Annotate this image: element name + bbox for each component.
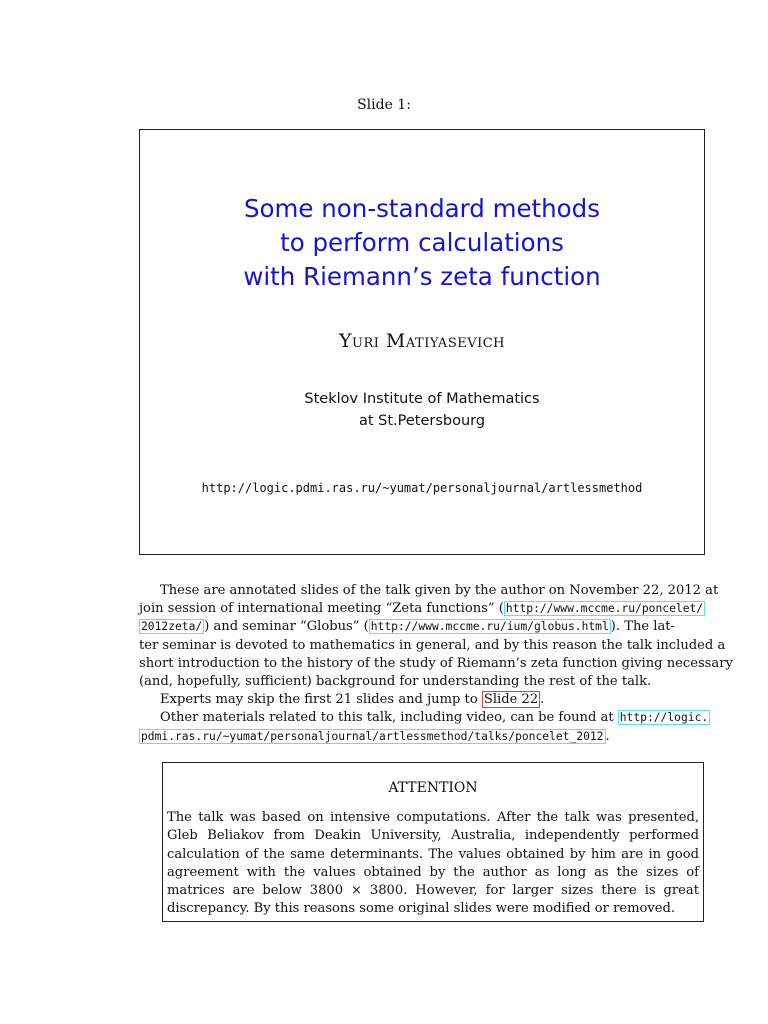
intro-text: ). The lat- [610, 619, 675, 635]
intro-text: ) and seminar “Globus” ( [204, 619, 369, 635]
globus-link[interactable]: http://www.mccme.ru/ium/globus.html [370, 620, 609, 634]
slide-title [140, 192, 704, 294]
poncelet-link-continued[interactable]: 2012zeta/ [141, 620, 203, 634]
intro-line-2 [139, 600, 711, 618]
slide-institution [140, 388, 704, 432]
slide-url: http://logic.pdmi.ras.ru/~yumat/personaljournal/artlessmethod [201, 481, 643, 495]
poncelet-link[interactable]: http://www.mccme.ru/poncelet/ [505, 602, 704, 616]
institution-line: at St.Petersbourg [358, 413, 486, 429]
intro-line-4: ter seminar is devoted to mathematics in general, and by this reason the talk included a [139, 637, 726, 653]
slide-frame [139, 129, 705, 555]
slide-title-line: to perform calculations [280, 228, 564, 257]
slide-label: Slide 1: [357, 97, 411, 113]
intro-line-1: These are annotated slides of the talk given by the author on November 22, 2012 at [160, 583, 719, 598]
institution-line: Steklov Institute of Mathematics [304, 391, 540, 407]
materials-link[interactable]: http://logic. [619, 711, 709, 725]
slide-22-link[interactable]: Slide 22 [483, 692, 539, 708]
experts-text-end: . [540, 692, 545, 708]
intro-text: join session of international meeting “Zeta functions” ( [139, 601, 504, 617]
slide-author: Yuri Matiyasevich [338, 330, 506, 352]
slide-title-line: Some non-standard methods [244, 194, 600, 223]
attention-title: ATTENTION [388, 780, 478, 796]
experts-text: Experts may skip the first 21 slides and jump to [160, 692, 482, 708]
materials-link-continued[interactable]: pdmi.ras.ru/~yumat/personaljournal/artlessmethod/talks/poncelet_2012 [141, 729, 604, 743]
experts-line [139, 691, 711, 709]
intro-line-5: short introduction to the history of the study of Riemann’s zeta function giving necessary [139, 655, 733, 671]
slide-title-line: with Riemann’s zeta function [243, 262, 601, 291]
attention-text: The talk was based on intensive computations. After the talk was presented, Gleb Beliakov from Deakin University, Australia, independently performed calculation of the same determinants. The values obtained by him are in good agreement with the values obtained by the author as long as the sizes of matrices are below 3800 × 3800. However, for larger sizes there is great discrepancy. By this reasons some original slides were modified or removed. [167, 810, 699, 917]
other-materials-line-1 [139, 709, 711, 727]
other-materials-line-2 [139, 728, 711, 746]
intro-line-6: (and, hopefully, sufficient) background for understanding the rest of the talk. [139, 674, 652, 690]
other-materials-text-end: . [605, 728, 610, 744]
attention-box [162, 762, 704, 922]
intro-line-3 [139, 618, 711, 636]
body-text [139, 582, 733, 746]
other-materials-text: Other materials related to this talk, including video, can be found at [160, 710, 618, 726]
